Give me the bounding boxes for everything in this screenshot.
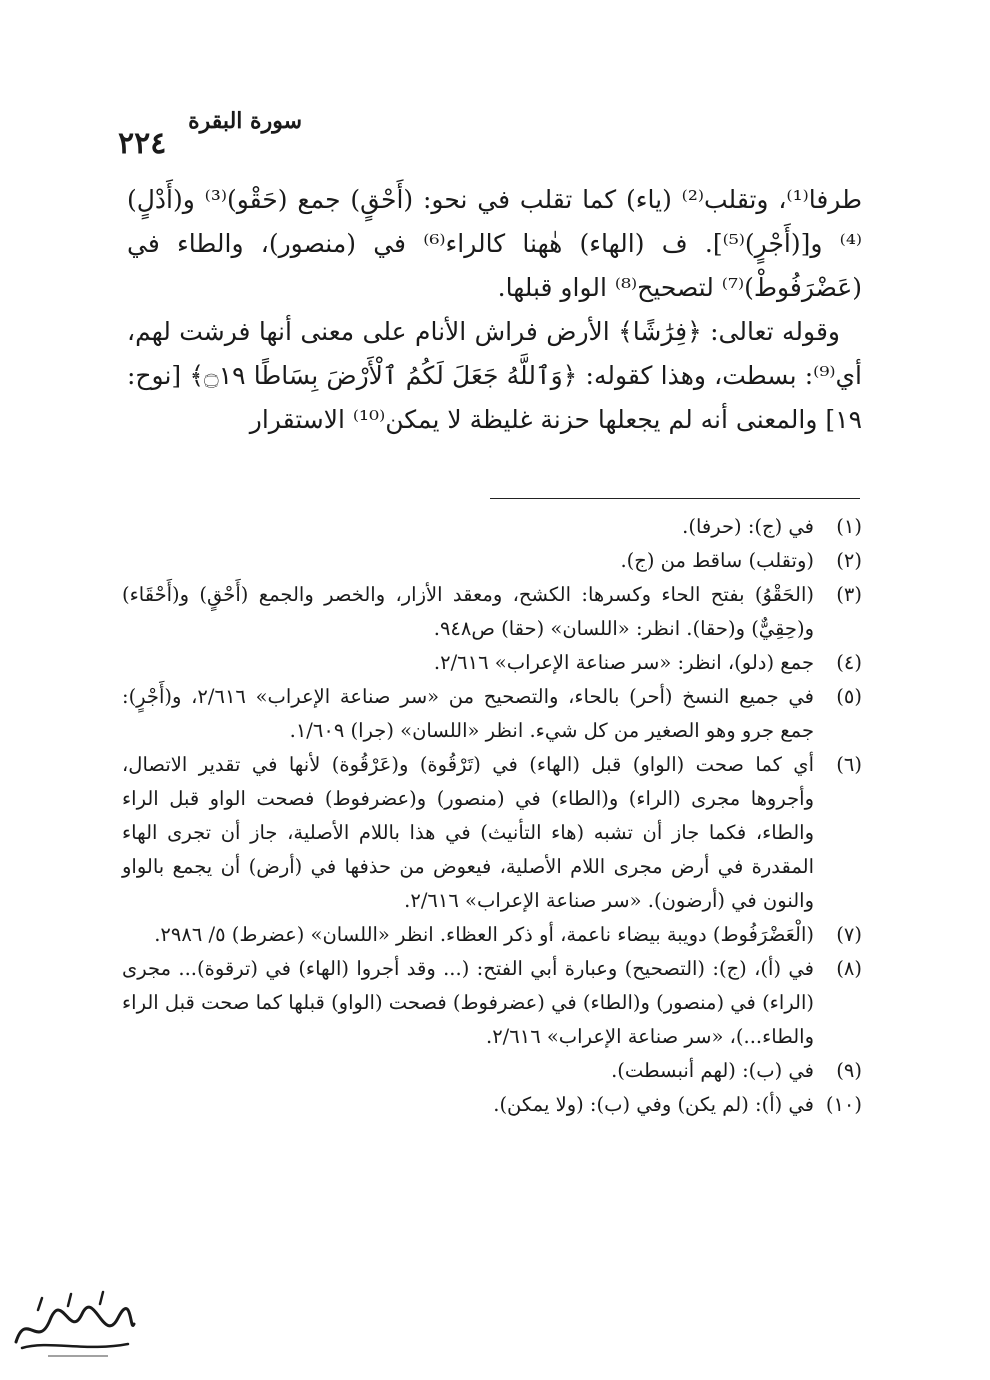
footnote-text: في (أ): (لم يكن) وفي (ب): (ولا يمكن). bbox=[493, 1093, 814, 1116]
footnote-number: (٩) bbox=[836, 1059, 862, 1082]
footnote-text: في جميع النسخ (أحر) بالحاء، والتصحيح من «سر صناعة الإعراب» ٢/٦١٦، و(أَجْرٍ): جمع جرو وهو الصغير من كل شيء. انظر «اللسان» (جرا) ١/٦٠٩. bbox=[122, 685, 814, 742]
footnote-text: في (أ)، (ج): (التصحيح) وعبارة أبي الفتح: (... وقد أجروا (الهاء) في (ترقوة)... مجرى (الراء) في (منصور) و(الطاء) في (عضرفوط) فصحت (الواو) قبلها كما صحت قبل الراء والطاء...)، «سر صناعة الإعراب» ٢/٦١٦. bbox=[122, 957, 814, 1048]
footnote-number: (١) bbox=[836, 515, 862, 538]
footnote-separator bbox=[490, 498, 860, 499]
footnote bbox=[122, 646, 862, 680]
footnote-number: (٨) bbox=[836, 957, 862, 980]
footnote-text: جمع (دلو)، انظر: «سر صناعة الإعراب» ٢/٦١٦. bbox=[433, 651, 814, 674]
footnote-number: (٥) bbox=[836, 685, 862, 708]
footnote-text: أي كما صحت (الواو) قبل (الهاء) في (تَرْقُوة) و(عَرْقُوة) لأنها في تقدير الاتصال، وأجروها مجرى (الراء) و(الطاء) في (منصور) و(عضرفوط) فصحت الواو قبل الراء والطاء، فكما جاز أن تشبه (هاء التأنيث) في هذا باللام الأصلية، جاز أن تجرى الهاء المقدرة في أرض مجرى اللام الأصلية، فيعوض من حذفها في (أرض) أن يجمع بالواو والنون في (أرضون). «سر صناعة الإعراب» ٢/٦١٦. bbox=[122, 753, 814, 912]
footnote bbox=[122, 952, 862, 1054]
footnote-number: (١٠) bbox=[825, 1093, 862, 1116]
footnote bbox=[122, 680, 862, 748]
footnote-text: (وتقلب) ساقط من (ج). bbox=[620, 549, 814, 572]
paragraph: طرفا⁽¹⁾، وتقلب⁽²⁾ (ياء) كما تقلب في نحو: (أَحْقٍ) جمع (حَقْو)⁽³⁾ و(أَدْلٍ)⁽⁴⁾ و[(أَجْرٍ)⁽⁵⁾]. ف (الهاء) هٰهنا كالراء⁽⁶⁾ في (منصور)، والطاء في (عَضْرَفُوطْ)⁽⁷⁾ لتصحيح⁽⁸⁾ الواو قبلها. bbox=[127, 185, 862, 302]
footnote bbox=[122, 748, 862, 918]
footnote-number: (٣) bbox=[836, 583, 862, 606]
footnote bbox=[122, 918, 862, 952]
footnotes bbox=[122, 510, 862, 1122]
footnote-text: (الحَقْوُ) بفتح الحاء وكسرها: الكشح، ومعقد الأزار، والخصر والجمع (أَحْقٍ) و(أَحْقَاء) و(حِقِيٌّ) و(حقا). انظر: «اللسان» (حقا) ص٩٤٨. bbox=[122, 583, 814, 640]
main-text bbox=[127, 178, 862, 442]
footnote bbox=[122, 1054, 862, 1088]
footnote-text: في (ب): (لهم أنبسطت). bbox=[611, 1059, 814, 1082]
footnote-number: (٧) bbox=[836, 923, 862, 946]
footnote bbox=[122, 510, 862, 544]
footnote-number: (٦) bbox=[836, 753, 862, 776]
footnote bbox=[122, 1088, 862, 1122]
footnote-text: (الْعَضْرَفُوط) دويبة بيضاء ناعمة، أو ذكر العظاء. انظر «اللسان» (عضرط) ٥/ ٢٩٨٦. bbox=[154, 923, 814, 946]
footnote-number: (٤) bbox=[836, 651, 862, 674]
footnote bbox=[122, 544, 862, 578]
footnote-text: في (ج): (حرفا). bbox=[682, 515, 814, 538]
footnote bbox=[122, 578, 862, 646]
footnote-number: (٢) bbox=[836, 549, 862, 572]
surah-title: سورة البقرة bbox=[188, 108, 302, 134]
page-number: ٢٢٤ bbox=[118, 126, 167, 161]
publisher-logo bbox=[8, 1290, 138, 1360]
paragraph: وقوله تعالى: ﴿فِرَٰشًا﴾ الأرض فراش الأنام على معنى أنها فرشت لهم، أي⁽⁹⁾: بسطت، وهذا كقوله: ﴿وَٱللَّهُ جَعَلَ لَكُمُ ٱلْأَرْضَ بِسَاطًا ۝١٩﴾ [نوح: ١٩] والمعنى أنه لم يجعلها حزنة غليظة لا يمكن⁽¹⁰⁾ الاستقرار bbox=[127, 317, 862, 434]
